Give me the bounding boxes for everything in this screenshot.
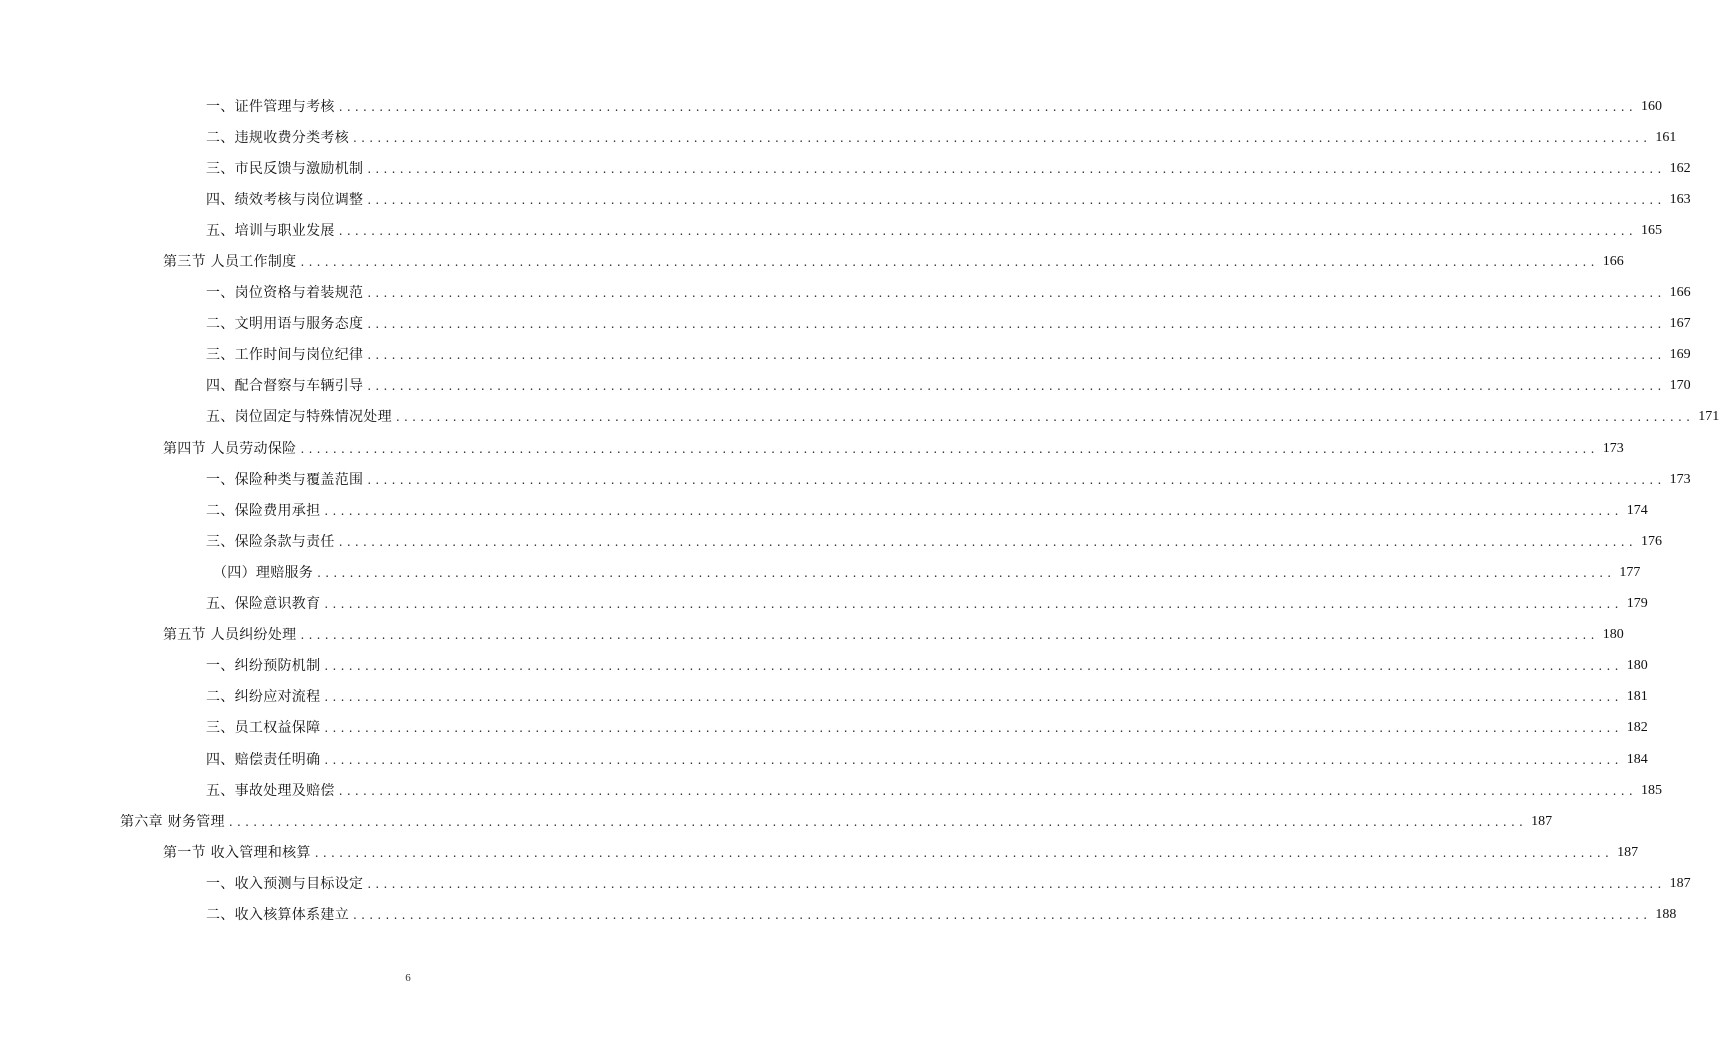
dot-leader: ................................................................................................................................................................ bbox=[367, 348, 1666, 363]
dot-leader: ................................................................................................................................................................ bbox=[300, 441, 1599, 456]
dot-leader: ................................................................................................................................................................ bbox=[228, 814, 1528, 829]
dot-leader: ................................................................................................................................................................ bbox=[367, 286, 1666, 301]
dot-leader: ................................................................................................................................................................ bbox=[338, 783, 1638, 798]
dot-leader: ................................................................................................................................................................ bbox=[353, 130, 1652, 145]
toc-entry-title: 一、岗位资格与着装规范 bbox=[206, 285, 364, 302]
dot-leader: ................................................................................................................................................................ bbox=[324, 690, 1623, 705]
toc-entry-title: 一、纠纷预防机制 bbox=[206, 658, 321, 675]
toc-entry-item[interactable] bbox=[0, 184, 1691, 215]
toc-entry-title: 三、员工权益保障 bbox=[206, 720, 321, 737]
toc-entry-page: 188 bbox=[1655, 906, 1677, 922]
toc-entry-title: 四、赔偿责任明确 bbox=[206, 751, 321, 768]
toc-entry-section[interactable] bbox=[0, 433, 1624, 464]
toc-entry-page: 187 bbox=[1669, 875, 1691, 891]
toc-entry-item[interactable] bbox=[0, 744, 1648, 775]
dot-leader: ................................................................................................................................................................ bbox=[367, 472, 1666, 487]
toc-entry-item[interactable] bbox=[0, 371, 1691, 402]
toc-entry-item[interactable] bbox=[0, 775, 1663, 806]
toc-entry-page: 185 bbox=[1641, 782, 1663, 798]
toc-entry-page: 173 bbox=[1602, 440, 1624, 456]
toc-entry-item[interactable] bbox=[0, 402, 1719, 433]
toc-entry-page: 169 bbox=[1669, 347, 1691, 363]
toc-entry-page: 165 bbox=[1641, 222, 1663, 238]
toc-entry-title: 二、收入核算体系建立 bbox=[206, 906, 349, 923]
dot-leader: ................................................................................................................................................................ bbox=[338, 223, 1638, 238]
toc-entry-title: 一、收入预测与目标设定 bbox=[206, 875, 364, 892]
dot-leader: ................................................................................................................................................................ bbox=[324, 721, 1623, 736]
toc-entry-item[interactable] bbox=[0, 153, 1691, 184]
dot-leader: ................................................................................................................................................................ bbox=[324, 503, 1623, 518]
toc-entry-page: 180 bbox=[1626, 658, 1648, 674]
toc-entry-title: 二、保险费用承担 bbox=[206, 502, 321, 519]
dot-leader: ................................................................................................................................................................ bbox=[367, 161, 1666, 176]
toc-entry-title: （四）理赔服务 bbox=[213, 564, 314, 581]
toc-entry-title: 第一节 收入管理和核算 bbox=[163, 844, 311, 861]
toc-entry-title: 三、工作时间与岗位纪律 bbox=[206, 347, 364, 364]
toc-entry-item[interactable] bbox=[0, 868, 1691, 899]
toc-entry-item[interactable] bbox=[0, 651, 1648, 682]
toc-entry-section[interactable] bbox=[0, 246, 1624, 277]
toc-entry-item[interactable] bbox=[0, 215, 1663, 246]
toc-entry-page: 187 bbox=[1617, 844, 1639, 860]
toc-entry-page: 184 bbox=[1626, 751, 1648, 767]
toc-entry-title: 第四节 人员劳动保险 bbox=[163, 440, 297, 457]
toc-entry-item[interactable] bbox=[0, 899, 1677, 930]
dot-leader: ................................................................................................................................................................ bbox=[367, 379, 1666, 394]
dot-leader: ................................................................................................................................................................ bbox=[314, 845, 1614, 860]
toc-entry-chapter[interactable] bbox=[0, 806, 1553, 837]
toc-entry-item[interactable] bbox=[0, 91, 1663, 122]
dot-leader: ................................................................................................................................................................ bbox=[395, 410, 1695, 425]
toc-entry-item[interactable] bbox=[0, 495, 1648, 526]
toc-entry-title: 五、保险意识教育 bbox=[206, 596, 321, 613]
toc-entry-page: 173 bbox=[1669, 471, 1691, 487]
toc-entry-title: 第五节 人员纠纷处理 bbox=[163, 627, 297, 644]
toc-entry-page: 182 bbox=[1626, 720, 1648, 736]
toc-entry-title: 第六章 财务管理 bbox=[120, 813, 225, 830]
toc-entry-title: 第三节 人员工作制度 bbox=[163, 254, 297, 271]
toc-entry-title: 五、事故处理及赔偿 bbox=[206, 782, 335, 799]
toc-entry-item[interactable] bbox=[0, 464, 1691, 495]
toc-entry-section[interactable] bbox=[0, 837, 1639, 868]
toc-entry-item[interactable] bbox=[0, 122, 1677, 153]
dot-leader: ................................................................................................................................................................ bbox=[317, 565, 1616, 580]
toc-entry-item[interactable] bbox=[0, 713, 1648, 744]
toc-entry-page: 174 bbox=[1626, 502, 1648, 518]
toc-entry-title: 四、配合督察与车辆引导 bbox=[206, 378, 364, 395]
toc-entry-page: 177 bbox=[1619, 564, 1641, 580]
toc-entry-title: 一、保险种类与覆盖范围 bbox=[206, 471, 364, 488]
page-number: 6 bbox=[405, 972, 411, 984]
toc-entry-page: 161 bbox=[1655, 129, 1677, 145]
dot-leader: ................................................................................................................................................................ bbox=[324, 659, 1623, 674]
toc-entry-title: 四、绩效考核与岗位调整 bbox=[206, 191, 364, 208]
toc-entry-page: 162 bbox=[1669, 160, 1691, 176]
toc-entry-item[interactable] bbox=[0, 526, 1663, 557]
toc-entry-page: 166 bbox=[1669, 285, 1691, 301]
toc-entry-section[interactable] bbox=[0, 620, 1624, 651]
toc-entry-title: 二、纠纷应对流程 bbox=[206, 689, 321, 706]
toc-entry-page: 170 bbox=[1669, 378, 1691, 394]
dot-leader: ................................................................................................................................................................ bbox=[367, 192, 1666, 207]
toc-entry-title: 二、违规收费分类考核 bbox=[206, 129, 349, 146]
toc-entry-title: 三、保险条款与责任 bbox=[206, 533, 335, 550]
toc-entry-title: 一、证件管理与考核 bbox=[206, 98, 335, 115]
dot-leader: ................................................................................................................................................................ bbox=[338, 99, 1638, 114]
toc-entry-page: 163 bbox=[1669, 191, 1691, 207]
toc-entry-page: 166 bbox=[1602, 254, 1624, 270]
dot-leader: ................................................................................................................................................................ bbox=[367, 317, 1666, 332]
toc-entry-title: 三、市民反馈与激励机制 bbox=[206, 160, 364, 177]
dot-leader: ................................................................................................................................................................ bbox=[324, 752, 1623, 767]
table-of-contents bbox=[0, 91, 1719, 931]
toc-entry-page: 187 bbox=[1531, 813, 1553, 829]
toc-entry-page: 180 bbox=[1602, 627, 1624, 643]
toc-entry-title: 二、文明用语与服务态度 bbox=[206, 316, 364, 333]
toc-entry-page: 179 bbox=[1626, 596, 1648, 612]
toc-entry-item[interactable] bbox=[0, 278, 1691, 309]
dot-leader: ................................................................................................................................................................ bbox=[300, 255, 1599, 270]
toc-entry-title: 五、培训与职业发展 bbox=[206, 222, 335, 239]
toc-entry-item[interactable] bbox=[0, 340, 1691, 371]
toc-entry-item[interactable] bbox=[0, 682, 1648, 713]
dot-leader: ................................................................................................................................................................ bbox=[300, 628, 1599, 643]
dot-leader: ................................................................................................................................................................ bbox=[338, 534, 1638, 549]
toc-entry-page: 176 bbox=[1641, 533, 1663, 549]
toc-entry-title: 五、岗位固定与特殊情况处理 bbox=[206, 409, 392, 426]
toc-entry-page: 167 bbox=[1669, 316, 1691, 332]
dot-leader: ................................................................................................................................................................ bbox=[367, 876, 1666, 891]
toc-entry-subitem[interactable] bbox=[0, 557, 1641, 588]
toc-entry-page: 171 bbox=[1698, 409, 1719, 425]
toc-entry-page: 160 bbox=[1641, 98, 1663, 114]
toc-entry-page: 181 bbox=[1626, 689, 1648, 705]
dot-leader: ................................................................................................................................................................ bbox=[353, 907, 1652, 922]
toc-entry-item[interactable] bbox=[0, 309, 1691, 340]
toc-entry-item[interactable] bbox=[0, 589, 1648, 620]
dot-leader: ................................................................................................................................................................ bbox=[324, 597, 1623, 612]
